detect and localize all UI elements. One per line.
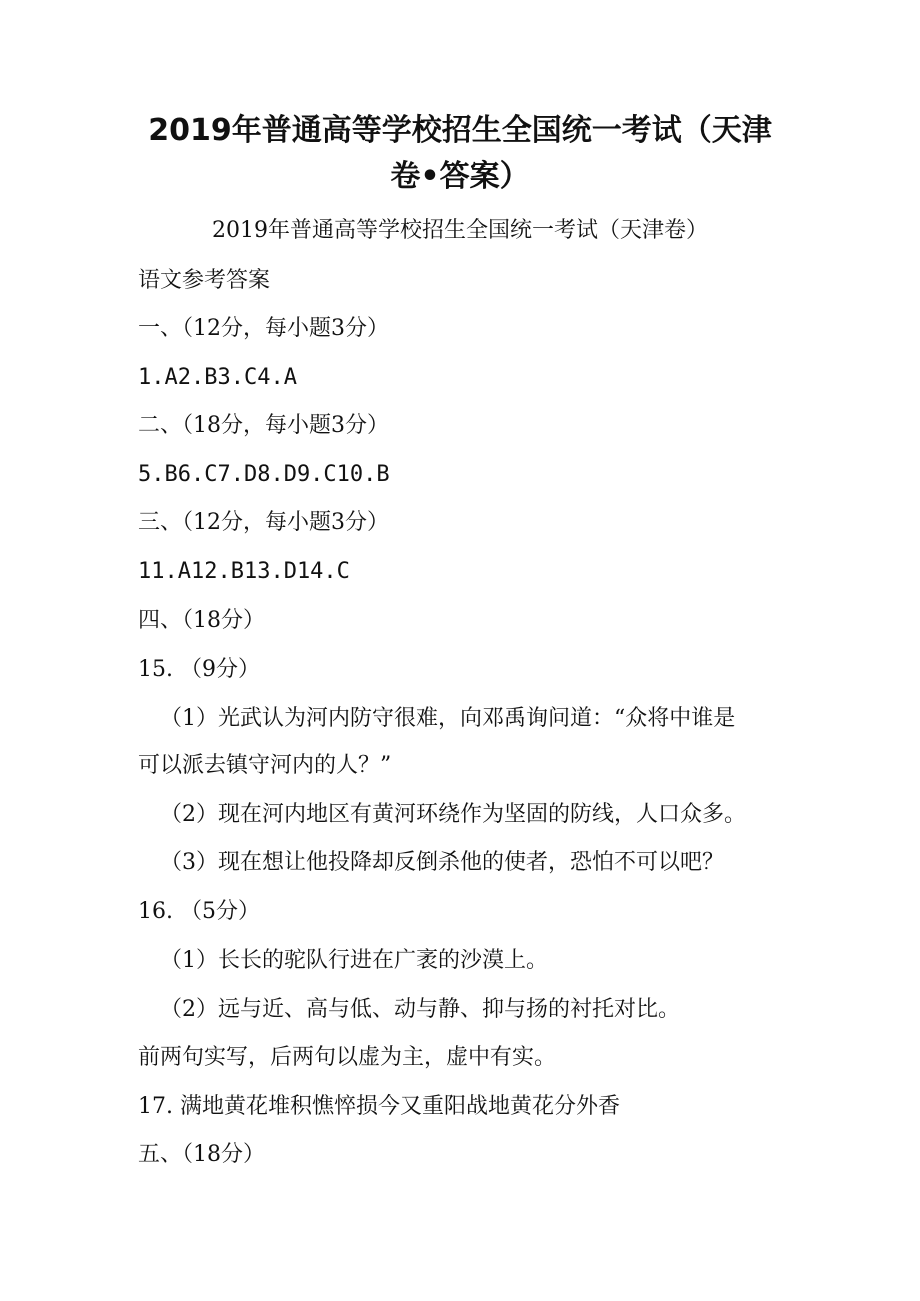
answer-line: 5.B6.C7.D8.D9.C10.B	[138, 462, 390, 487]
question-heading: 16. （5分）	[138, 899, 260, 924]
part-heading: 三、（12分，每小题3分）	[138, 510, 389, 535]
part-heading: 四、（18分）	[138, 608, 265, 633]
answer-line: 11.A12.B13.D14.C	[138, 559, 350, 584]
section-heading: 语文参考答案	[138, 268, 271, 293]
answer-paragraph: （2）远与近、高与低、动与静、抑与扬的衬托对比。	[160, 997, 680, 1022]
part-heading: 五、（18分）	[138, 1142, 265, 1167]
answer-paragraph: （1）长长的驼队行进在广袤的沙漠上。	[160, 948, 548, 973]
answer-paragraph: （3）现在想让他投降却反倒杀他的使者，恐怕不可以吧？	[160, 850, 724, 875]
answer-paragraph: （2）现在河内地区有黄河环绕作为坚固的防线，人口众多。	[160, 802, 746, 827]
answer-paragraph: 前两句实写，后两句以虚为主，虚中有实。	[138, 1045, 557, 1070]
answer-paragraph-continued: 可以派去镇守河内的人？”	[138, 753, 392, 778]
part-heading: 一、（12分，每小题3分）	[138, 316, 389, 341]
answer-line: 17. 满地黄花堆积憔悴损今又重阳战地黄花分外香	[138, 1094, 620, 1119]
document-title: 2019年普通高等学校招生全国统一考试（天津卷•答案）	[148, 113, 772, 194]
document-subtitle: 2019年普通高等学校招生全国统一考试（天津卷）	[212, 218, 708, 243]
question-heading: 15. （9分）	[138, 657, 260, 682]
answer-paragraph: （1）光武认为河内防守很难，向邓禹询问道：“众将中谁是	[160, 706, 736, 731]
answer-line: 1.A2.B3.C4.A	[138, 365, 297, 390]
part-heading: 二、（18分，每小题3分）	[138, 413, 389, 438]
